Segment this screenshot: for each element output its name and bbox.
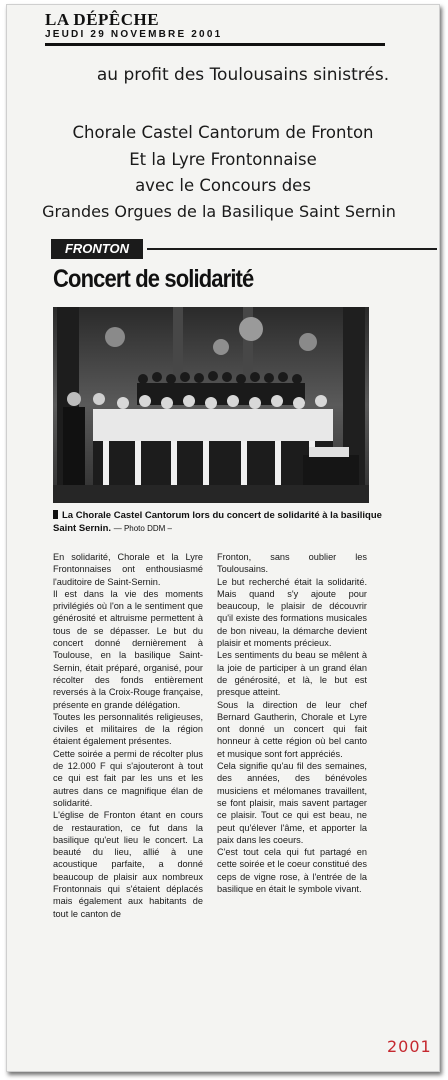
newspaper-clipping: [6, 4, 440, 1072]
paragraph: Toutes les personnalités religieuses, civiles et militaires de la région étaient également présentes.: [53, 711, 203, 747]
caption-marker: [53, 510, 58, 519]
photo-credit: — Photo DDM –: [113, 524, 172, 533]
masthead: [45, 11, 381, 46]
caption-text: La Chorale Castel Cantorum lors du concert de solidarité à la basilique Saint Sernin.: [53, 510, 382, 534]
paragraph: Cela signifie qu'au fil des semaines, des années, des bénévoles musiciens et mélomanes travaillent, se font plaisir, mais savent partager ce plaisir. Tout ce qui est beau, ne peut qu'élever l'âme, et apporter la paix dans les coeurs.: [217, 761, 367, 845]
newspaper-name: LA DÉPÊCHE: [45, 10, 160, 29]
paragraph: Sous la direction de leur chef Bernard Gautherin, Chorale et Lyre ont donné un concert qui fait honneur à cette région où bel canto et musique sont fort appréciés.: [217, 699, 367, 759]
handwritten-year: 2001: [387, 1037, 432, 1056]
choir-photo: [53, 307, 369, 503]
paragraph: Il est dans la vie des moments privilégiés où l'on a le sentiment que générosité et altruisme permettent à tous de se dépasser. Le but du concert donné dernièrement à Toulouse, en la basilique Saint-Sernin, était préparé, organisé, pour récolter des fonds entièrement reversés à la Croix-Rouge française, présente en grande délégation.: [53, 588, 203, 710]
handwritten-line-5: Grandes Orgues de la Basilique Saint Sernin: [42, 202, 396, 221]
handwritten-line-4: avec le Concours des: [135, 176, 311, 195]
article-headline: Concert de solidarité: [53, 265, 254, 293]
paragraph: Le but recherché était la solidarité. Mais quand s'y ajoute pour beaucoup, le plaisir de découvrir qu'il existe des formations musicales de bon niveau, la démarche devient plaisir et moments précieux.: [217, 576, 367, 649]
paragraph: Fronton, sans oublier les Toulousains.: [217, 552, 367, 575]
paragraph: L'église de Fronton étant en cours de restauration, ce fut dans la basilique qu'eut lieu le concert. La beauté du lieu, allié à une acoustique parfaite, a donné beaucoup de plaisir aux nombreux Frontonnais qui s'étaient déplacés mais également aux habitants de tout le canton de: [53, 810, 203, 919]
article-column-1: [53, 551, 203, 920]
handwritten-line-1: au profit des Toulousains sinistrés.: [96, 65, 390, 85]
masthead-rule: [45, 43, 385, 46]
paragraph: Les sentiments du beau se mêlent à la joie de participer à un grand élan de générosité, et là, le but est presque atteint.: [217, 650, 367, 698]
article-column-2: [217, 551, 367, 895]
paragraph: En solidarité, Chorale et la Lyre Frontonnaises ont enthousiasmé l'auditoire de Saint-Sernin.: [53, 552, 203, 587]
section-rubric: FRONTON: [51, 239, 143, 259]
handwritten-line-2: Chorale Castel Cantorum de Fronton: [72, 123, 374, 142]
paragraph: C'est tout cela qui fut partagé en cette soirée et le coeur constitué des ceps de vigne rose, à l'entrée de la basilique en était le symbole vivant.: [217, 847, 367, 895]
choir-photo-illustration: [53, 307, 369, 503]
rubric-rule: [147, 248, 437, 250]
paragraph: Cette soirée a permi de récolter plus de 12.000 F qui s'ajouteront à tout ce qui est fait par les uns et les autres dans ce magnifique élan de solidarité.: [53, 748, 203, 808]
photo-caption: [53, 509, 383, 535]
handwritten-line-3: Et la Lyre Frontonnaise: [129, 150, 317, 169]
issue-date: JEUDI 29 NOVEMBRE 2001: [45, 29, 223, 40]
